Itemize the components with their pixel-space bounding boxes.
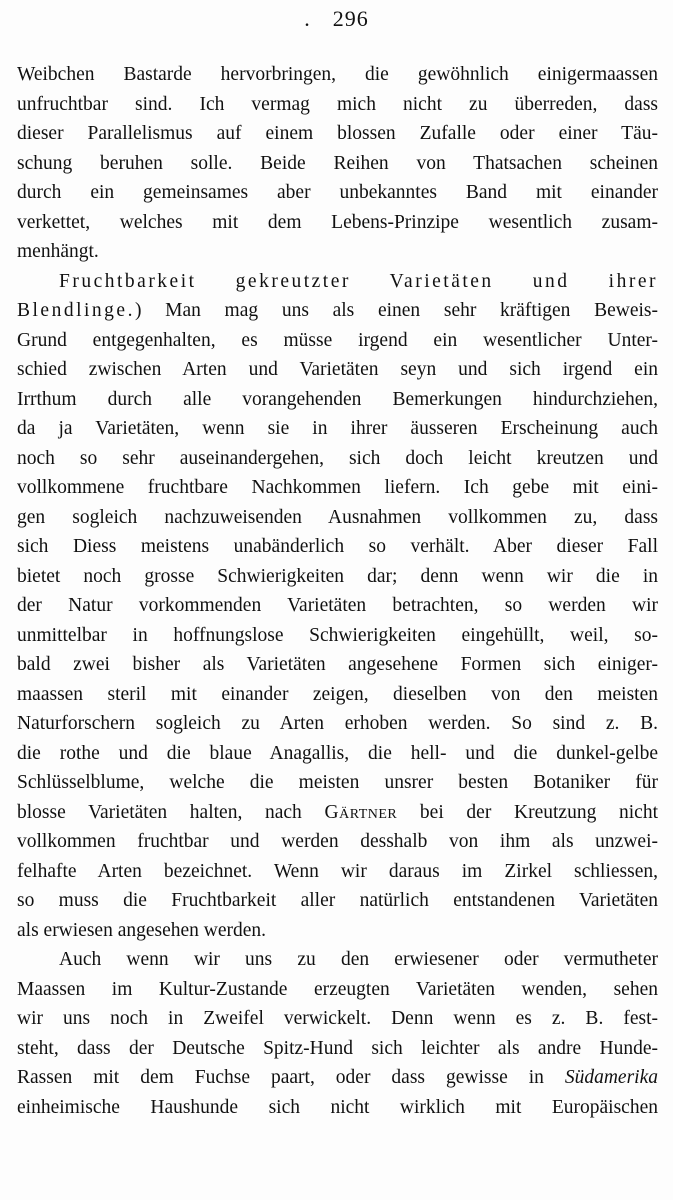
text-line: der Natur vorkommenden Varietäten betrachten, so werden wir [17,595,658,616]
text-line: unfruchtbar sind. Ich vermag mich nicht zu überreden, dass [17,93,658,115]
paragraph [17,945,658,1122]
text-line: Weibchen Bastarde hervorbringen, die gewöhnlich einigermaassen [17,64,658,85]
text-line: die rothe und die blaue Anagallis, die hell- und die dunkel-gelbe [17,742,658,764]
text-run: blosse Varietäten halten, nach [17,801,325,823]
section-heading-line: Fruchtbarkeit gekreutzter Varietäten und ihrer [59,270,658,292]
text-line: so muss die Fruchtbarkeit aller natürlich entstandenen Varietäten [17,890,658,911]
page-number-dot: . [304,6,311,31]
text-line: schied zwischen Arten und Varietäten seyn und sich irgend ein [17,359,658,380]
text-line: durch ein gemeinsames aber unbekanntes Band mit einander [17,182,658,203]
text-line: steht, dass der Deutsche Spitz-Hund sich leichter als andre Hunde- [17,1037,658,1059]
text-line: Schlüsselblume, welche die meisten unsrer besten Botaniker für [17,772,658,793]
text-line [17,1063,658,1093]
text-line: Auch wenn wir uns zu den erwiesener oder vermutheter [59,949,658,970]
text-line: unmittelbar in hoffnungslose Schwierigkeiten eingehüllt, weil, so- [17,624,658,646]
text-line: sich Diess meistens unabänderlich so verhält. Aber dieser Fall [17,536,658,557]
text-line [17,296,658,326]
text-line: Naturforschern sogleich zu Arten erhoben werden. So sind z. B. [17,713,658,734]
author-name: Gärtner [324,801,398,823]
section-heading-end: Blendlinge. [17,300,135,321]
text-line: vollkommen fruchtbar und werden desshalb von ihm als unzwei- [17,831,658,852]
text-line: Irrthum durch alle vorangehenden Bemerkungen hindurchziehen, [17,388,658,410]
page-number-value: 296 [332,6,369,31]
text-line: gen sogleich nachzuweisenden Ausnahmen vollkommen zu, dass [17,506,658,528]
text-line: verkettet, welches mit dem Lebens-Prinzipe wesentlich zusam- [17,211,658,233]
body-text [17,60,658,1122]
text-line [17,798,658,828]
text-line: felhafte Arten bezeichnet. Wenn wir daraus im Zirkel schliessen, [17,860,658,882]
paragraph [17,267,658,946]
text-line: noch so sehr auseinandergehen, sich doch leicht kreutzen und [17,447,658,469]
text-line: Maassen im Kultur-Zustande erzeugten Varietäten wenden, sehen [17,978,658,1000]
text-line: dieser Parallelismus auf einem blossen Zufalle oder einer Täu- [17,123,658,144]
paragraph [17,60,658,267]
text-line: einheimische Haushunde sich nicht wirklich mit Europäischen [17,1096,658,1118]
text-line: vollkommene fruchtbare Nachkommen liefern. Ich gebe mit eini- [17,477,658,498]
text-line: bietet noch grosse Schwierigkeiten dar; denn wenn wir die in [17,565,658,587]
place-name: Südamerika [564,1067,658,1088]
text-line: wir uns noch in Zweifel verwickelt. Denn wenn es z. B. fest- [17,1008,658,1029]
text-line: da ja Varietäten, wenn sie in ihrer äusseren Erscheinung auch [17,418,658,439]
text-line: maassen steril mit einander zeigen, dieselben von den meisten [17,683,658,705]
page-number [0,6,673,32]
text-line: schung beruhen solle. Beide Reihen von Thatsachen scheinen [17,152,658,174]
text-line: bald zwei bisher als Varietäten angesehene Formen sich einiger- [17,654,658,675]
text-line: menhängt. [17,241,99,262]
text-line: als erwiesen angesehen werden. [17,919,267,941]
text-run: bei der Kreutzung nicht [397,801,658,823]
text-run: Rassen mit dem Fuchse paart, oder dass gewisse in [17,1067,565,1088]
text-run: ) Man mag uns als einen sehr kräftigen Beweis- [134,300,658,321]
text-line: Grund entgegenhalten, es müsse irgend ein wesentlicher Unter- [17,329,658,351]
